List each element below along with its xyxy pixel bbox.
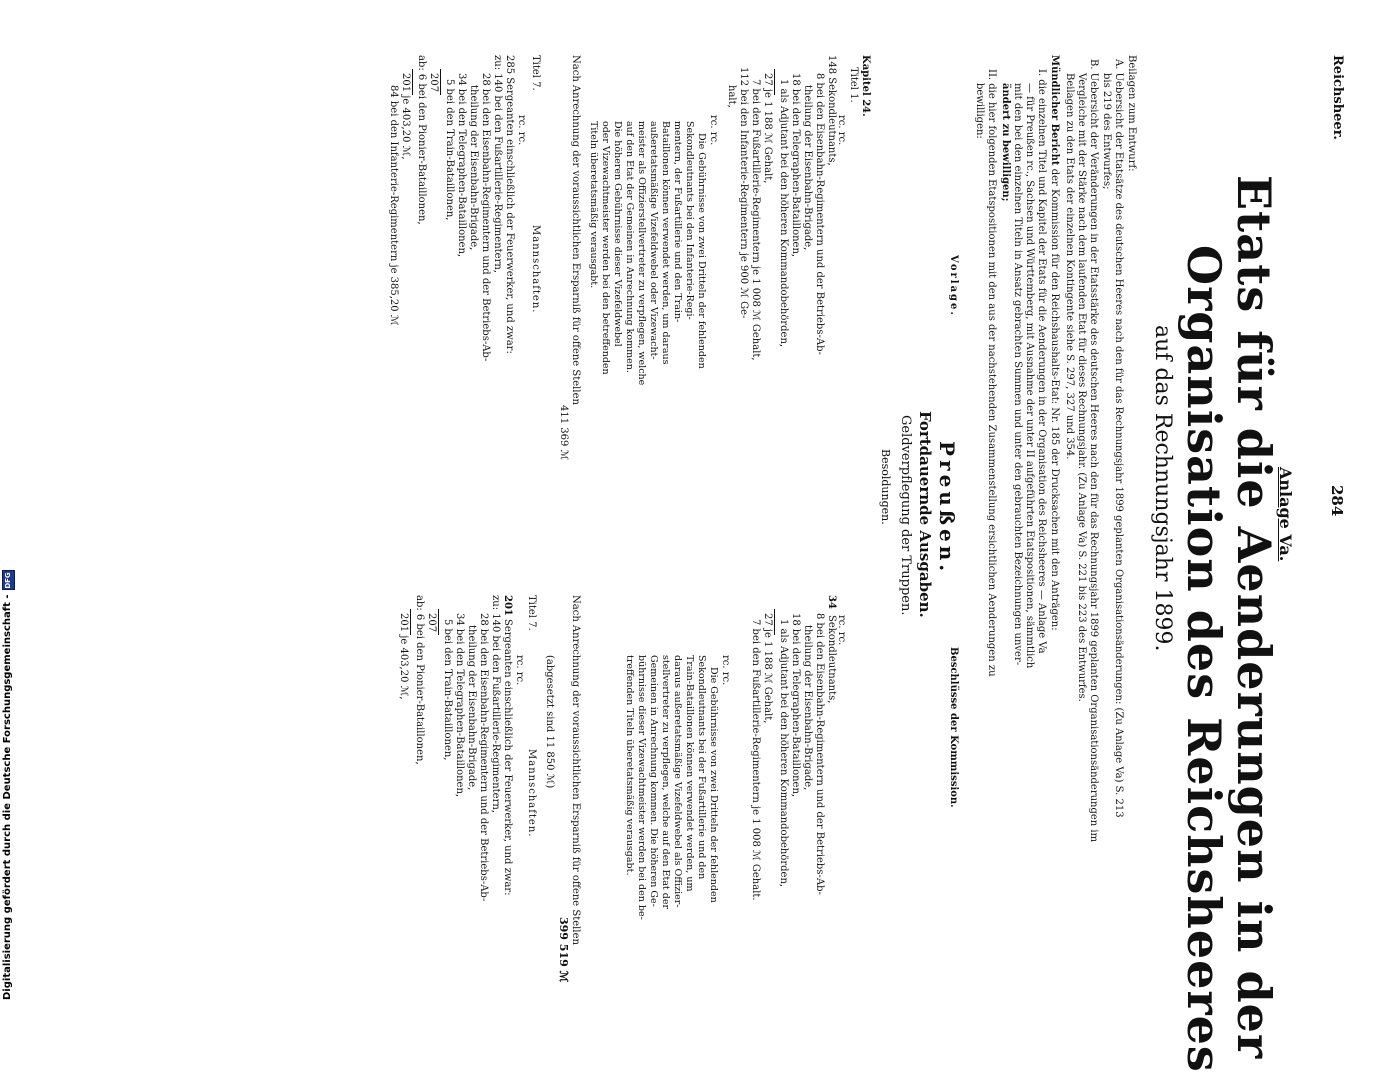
mann-line: 5 bei den Train-Bataillonen, bbox=[444, 79, 455, 221]
gebuehr-line: stellvertreter zu verpflegen, welche auf den Etat der bbox=[660, 655, 671, 910]
beilagen-heading: Beilagen zum Entwurf: bbox=[1126, 55, 1137, 172]
gebuehr-line: meister als Offizierstellvertreter zu verpflegen, welche bbox=[636, 121, 647, 386]
mann-line: 5 bei den Train-Bataillonen, bbox=[442, 619, 453, 761]
page-number: 284 bbox=[1328, 485, 1346, 517]
gebuehr-line: treffenden Titeln überetatsmäßig verausgabt. bbox=[624, 655, 635, 876]
mann-line: theilung der Eisenbahn-Brigade, bbox=[468, 85, 479, 251]
mann-line: ab: 6 bei den Pionier-Bataillonen, bbox=[414, 595, 425, 765]
mann-sum: 201 je 403,20 ℳ, bbox=[398, 613, 409, 700]
mann-line: zu: 140 bei den Fußartillerie-Regimentern, bbox=[490, 595, 501, 813]
beilage-b-cont: Vergleiche mit der Stärke nach dem laufenden Etat für dieses Rechnungsjahr. (Zu Anlage Va) S. 221 bis 223 des Entwurfes. bbox=[1076, 73, 1087, 702]
beschluss-line: 18 bei den Telegraphen-Bataillonen, bbox=[790, 613, 801, 798]
gebuehr-line: Sekondleutnants bei der Fußartillerie und den bbox=[696, 655, 707, 880]
sum-rule bbox=[774, 69, 775, 95]
vorlage-line: 8 bei den Eisenbahn-Regimentern und der Betriebs-Ab- bbox=[814, 73, 825, 355]
antrag-ii-2: bewilligen: bbox=[974, 83, 985, 139]
nach-anrechnung: Nach Anrechnung der voraussichtlichen Ersparniß für offene Stellen bbox=[570, 55, 581, 405]
gebuehr-line: Die Gebührnisse von zwei Dritteln der fehlenden bbox=[708, 667, 719, 903]
beilage-b: B. Uebersicht der Veränderungen in der Etatsstärke des deutschen Heeres nach den für das Rechnungsjahr 1899 geplanten Organisationsänderungen im bbox=[1088, 59, 1099, 843]
bericht-label: Mündlicher Bericht bbox=[1049, 55, 1060, 166]
heading-section: Fortdauernde Ausgaben. bbox=[916, 411, 934, 618]
mann-line: 34 bei den Telegraphen-Bataillonen, bbox=[456, 73, 467, 258]
heading-state: Preußen. bbox=[935, 441, 959, 576]
mann-line: 28 bei den Eisenbahn-Regimentern und der Betriebs-Ab- bbox=[480, 73, 491, 362]
vorlage-sum: 27 je 1 188 ℳ Gehalt, bbox=[762, 73, 773, 184]
running-head: Reichsheer. bbox=[1330, 55, 1345, 140]
mann-line: Sergeanten einschließlich der Feuerwerker, und zwar: bbox=[502, 619, 513, 896]
beschluss-line: theilung der Eisenbahn-Brigade, bbox=[802, 625, 813, 791]
vorlage-line: 1 als Adjutant bei den höheren Kommandobehörden, bbox=[778, 79, 789, 348]
mannschaften-label: Mannschaften. bbox=[530, 225, 541, 314]
beschluss-line: Sekondleutnants, bbox=[826, 615, 837, 704]
heading-sub1: Geldverpflegung der Truppen. bbox=[898, 415, 913, 616]
mann-line: ab: 6 bei den Pionier-Bataillonen, bbox=[416, 55, 427, 225]
gebuehr-line: Die höheren Gebührnisse dieser Vizefeldwebel bbox=[612, 121, 623, 347]
beschluss-count: 201 bbox=[502, 595, 513, 616]
vorlage-line: 112 bei den Infanterie-Regimentern je 900 ℳ Ge- bbox=[738, 67, 749, 319]
heading-vorlage: Vorlage. bbox=[948, 255, 959, 317]
gebuehr-line: außeretatsmäßige Vizefeldwebel oder Vizewacht- bbox=[648, 121, 659, 360]
beschluss-sum: 27 je 1 188 ℳ Gehalt, bbox=[762, 613, 773, 724]
rc-2: rc. rc. bbox=[708, 115, 719, 146]
mann-line: 34 bei den Telegraphen-Bataillonen, bbox=[454, 613, 465, 798]
mannschaften-label: Mannschaften. bbox=[526, 749, 537, 838]
beilage-a: A. Uebersicht der Etatsätze des deutschen Heeres nach den für das Rechnungsjahr 1899 geplanten Organisationsänderungen: (Zu Anlage Va) S. 213 bbox=[1113, 59, 1124, 818]
sum-rule bbox=[774, 609, 775, 635]
gebuehr-line: Train-Bataillonen können verwendet werden, um bbox=[684, 655, 695, 892]
rc-3: rc. rc. bbox=[516, 115, 527, 146]
gebuehr-line: oder Vizewachtmeister werden bei den betreffenden bbox=[600, 121, 611, 375]
bericht-text: der Kommission für den Reichshaushalts-Etat: Nr. 185 der Drucksachen mit den Anträgen: bbox=[1049, 168, 1060, 631]
antrag-i-3: mit den bei den einzelnen Titeln in Ansatz gebrachten Summen und unter den gebrauchten Bezeichnungen unver- bbox=[1012, 83, 1023, 666]
antrag-ii-1: II. die hier folgenden Etatspositionen mit den aus der nachstehenden Zusammenstellung ersichtlichen Aenderungen zu bbox=[986, 69, 997, 677]
antrag-i-2: — für Preußen rc., Sachsen und Württemberg, mit Ausnahme der unter II aufgeführten Etatspositionen, sämmtlich bbox=[1024, 83, 1035, 669]
rotated-page-content bbox=[0, 55, 1346, 1073]
digitization-footer bbox=[2, 10, 14, 1000]
mann-line: zu: 140 bei den Fußartillerie-Regimentern, bbox=[492, 55, 503, 273]
rc-2: rc. rc. bbox=[720, 655, 731, 686]
mann-line: theilung der Eisenbahn-Brigade, bbox=[466, 625, 477, 791]
heading-beschluesse: Beschlüsse der Kommission. bbox=[948, 647, 959, 808]
beschluss-line: 1 als Adjutant bei den höheren Kommandobehörden, bbox=[778, 619, 789, 888]
vorlage-line: halt, bbox=[726, 85, 737, 108]
mann-sum: 207 bbox=[426, 613, 437, 633]
beilage-b-cont2: Beilagen zu den Etats der einzelnen Kontingente siehe S. 297, 327 und 354. bbox=[1064, 73, 1075, 460]
annex-label: Anlage Va. bbox=[1276, 467, 1295, 562]
nach-anrechnung: Nach Anrechnung der voraussichtlichen Ersparniß für offene Stellen bbox=[570, 595, 581, 945]
mann-sum: 201 je 403,20 ℳ, bbox=[400, 73, 411, 160]
mann-line: 84 bei den Infanterie-Regimentern je 385,20 ℳ bbox=[388, 85, 399, 326]
rc-3: rc. rc. bbox=[514, 655, 525, 686]
title-line-3: auf das Rechnungsjahr 1899. bbox=[1150, 325, 1175, 652]
vorlage-line: theilung der Eisenbahn-Brigade, bbox=[802, 85, 813, 251]
mann-line: 285 Sergeanten einschließlich der Feuerwerker, und zwar: bbox=[504, 55, 515, 354]
sum-rule bbox=[440, 69, 441, 95]
antrag-i-1: I. die einzelnen Titel und Kapitel der Etats für die Aenderungen in der Organisation des Reichsheeres — Anlage Va bbox=[1036, 69, 1047, 654]
gebuehr-line: Die Gebührnisse von zwei Dritteln der fehlenden bbox=[696, 133, 707, 369]
rc-1: rc. rc. bbox=[836, 615, 847, 646]
antrag-i-4: ändert zu bewilligen; bbox=[1000, 83, 1011, 202]
beschluss-line: 7 bei den Fußartillerie-Regimentern je 1 008 ℳ Gehalt. bbox=[750, 619, 761, 901]
vorlage-line: 148 Sekondleutnants, bbox=[826, 55, 837, 166]
gebuehr-line: Gemeinen in Anrechnung kommen. Die höheren Ge- bbox=[648, 655, 659, 907]
gebuehr-line: Bataillonen können verwendet werden, um daraus bbox=[660, 121, 671, 365]
title-line-1: Etats für die Aenderungen in der bbox=[1227, 175, 1281, 1060]
kapitel-label: Kapitel 24. bbox=[860, 55, 871, 117]
beschluss-line: 8 bei den Eisenbahn-Regimentern und der Betriebs-Ab- bbox=[814, 613, 825, 895]
beschluss-amount: 399 519 ℳ bbox=[557, 917, 570, 983]
sum-rule bbox=[412, 69, 413, 95]
vorlage-line: 18 bei den Telegraphen-Bataillonen, bbox=[790, 73, 801, 258]
titel-7-label: Titel 7. bbox=[530, 55, 541, 91]
beilage-a-cont: bis 219 des Entwurfes; bbox=[1101, 73, 1112, 190]
sum-rule bbox=[410, 609, 411, 635]
beschluss-count: 34 bbox=[826, 595, 837, 609]
mann-line: 28 bei den Eisenbahn-Regimentern und der Betriebs-Ab- bbox=[478, 613, 489, 902]
heading-sub2: Besoldungen. bbox=[879, 449, 892, 525]
vorlage-line: 7 bei den Fußartillerie-Regimentern je 1 008 ℳ Gehalt, bbox=[750, 79, 761, 361]
titel-7-label: Titel 7. bbox=[526, 595, 537, 631]
gebuehr-line: Titeln überetatsmäßig verausgabt. bbox=[588, 121, 599, 289]
abgesetzt-note: (abgesetzt sind 11 850 ℳ) bbox=[544, 655, 555, 789]
footer-text: Digitalisierung gefördert durch die Deutsche Forschungsgemeinschaft - bbox=[2, 594, 13, 1000]
gebuehr-line: daraus außeretatsmäßige Vizefeldwebel als Offizier- bbox=[672, 655, 683, 908]
gebuehr-line: Sekondleutnants bei den Infanterie-Regi- bbox=[684, 121, 695, 320]
title-line-2: Organisation des Reichsheeres bbox=[1177, 245, 1231, 1073]
rc-1: rc. rc. bbox=[836, 115, 847, 146]
vorlage-amount: 411 369 ℳ bbox=[558, 405, 569, 461]
dfg-logo-icon: DFG bbox=[2, 570, 15, 590]
gebuehr-line: bührnisse dieser Vizewachtmeister werden bei den be- bbox=[636, 655, 647, 920]
gebuehr-line: mentern, der Fußartillerie und den Train- bbox=[672, 121, 683, 323]
gebuehr-line: auf den Etat der Gemeinen in Anrechnung kommen. bbox=[624, 121, 635, 373]
titel-1-label: Titel 1. bbox=[848, 67, 859, 103]
mann-sum: 207 bbox=[428, 73, 439, 93]
sum-rule bbox=[438, 609, 439, 635]
bericht-line bbox=[1048, 55, 1060, 631]
